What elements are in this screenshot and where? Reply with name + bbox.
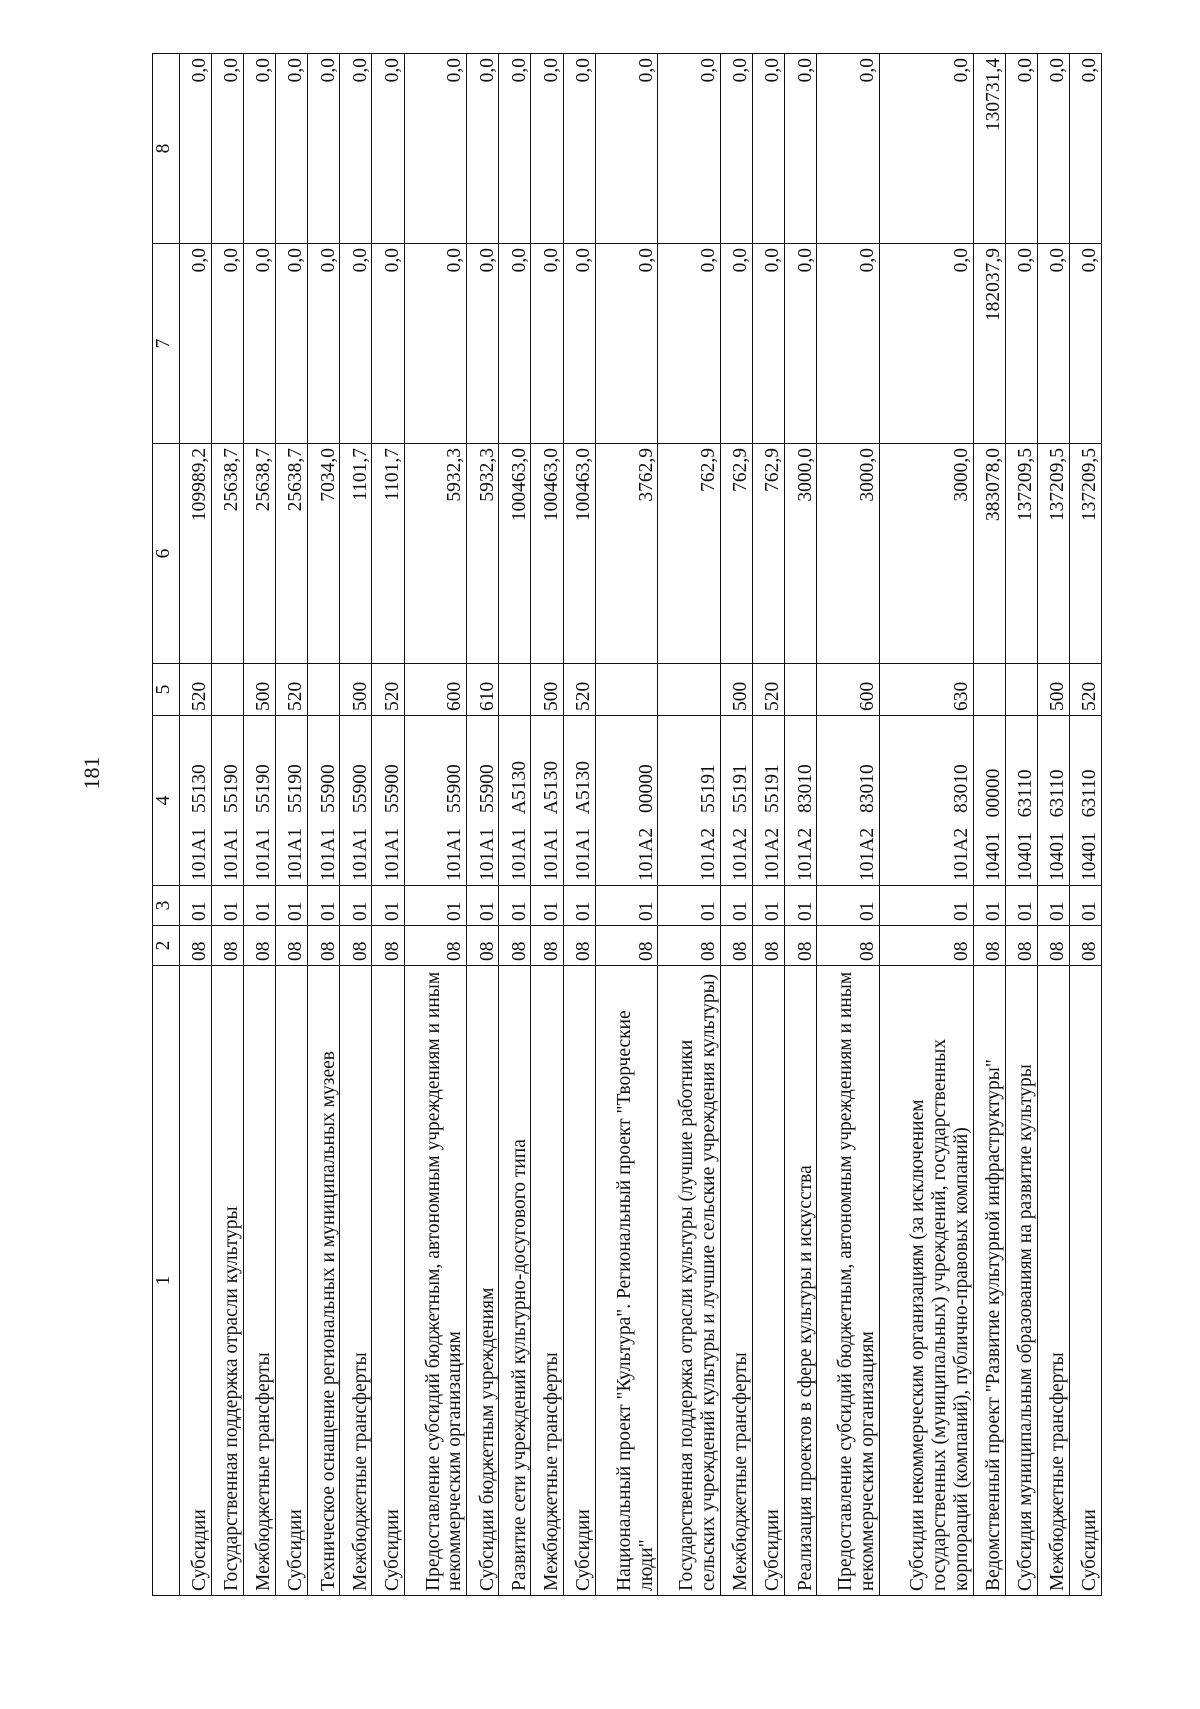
row-name: Национальный проект "Культура". Региональный проект "Творческие люди"	[595, 966, 658, 1596]
table-row	[595, 54, 658, 1596]
expense-type-code: 500	[1037, 664, 1069, 716]
table-row	[1005, 54, 1037, 1596]
row-name: Субсидии некоммерческим организациям (за исключением государственных (муниципальных) учреждений, государственных корпораций (компаний), публично-правовых компаний)	[880, 966, 973, 1596]
col-header-8: 8	[153, 54, 180, 244]
table-row	[467, 54, 499, 1596]
table-row	[658, 54, 721, 1596]
amount-col-8: 0,0	[658, 54, 721, 244]
amount-col-6: 137209,5	[1005, 444, 1037, 664]
target-article-code: 101A2 00000	[595, 716, 658, 886]
table-row	[721, 54, 753, 1596]
table-row	[1069, 54, 1101, 1596]
amount-col-8: 0,0	[563, 54, 595, 244]
section-code: 08	[467, 926, 499, 966]
amount-col-6: 3762,9	[595, 444, 658, 664]
row-name: Техническое оснащение региональных и муниципальных музеев	[308, 966, 340, 1596]
amount-col-8: 0,0	[817, 54, 880, 244]
expense-type-code: 600	[404, 664, 467, 716]
row-name: Межбюджетные трансферты	[244, 966, 276, 1596]
row-name: Субсидии	[372, 966, 404, 1596]
section-code: 08	[212, 926, 244, 966]
table-row	[180, 54, 212, 1596]
amount-col-7: 0,0	[721, 244, 753, 444]
page-number: 181	[79, 756, 104, 790]
subsection-code: 01	[372, 886, 404, 926]
amount-col-6: 383078,0	[973, 444, 1005, 664]
expense-type-code: 500	[721, 664, 753, 716]
col-header-4: 4	[153, 716, 180, 886]
amount-col-8: 0,0	[244, 54, 276, 244]
table-row	[404, 54, 467, 1596]
expense-type-code	[212, 664, 244, 716]
subsection-code: 01	[499, 886, 531, 926]
row-name: Межбюджетные трансферты	[340, 966, 372, 1596]
section-code: 08	[1005, 926, 1037, 966]
subsection-code: 01	[785, 886, 817, 926]
amount-col-8: 0,0	[1037, 54, 1069, 244]
subsection-code: 01	[276, 886, 308, 926]
expense-type-code	[1005, 664, 1037, 716]
target-article-code: 10401 63110	[1069, 716, 1101, 886]
expense-type-code: 520	[1069, 664, 1101, 716]
row-name: Субсидия муниципальным образованиям на развитие культуры	[1005, 966, 1037, 1596]
table-row	[308, 54, 340, 1596]
section-code: 08	[595, 926, 658, 966]
amount-col-6: 762,9	[721, 444, 753, 664]
target-article-code: 10401 63110	[1037, 716, 1069, 886]
amount-col-8: 0,0	[499, 54, 531, 244]
section-code: 08	[1037, 926, 1069, 966]
row-name: Предоставление субсидий бюджетным, автономным учреждениям и иным некоммерческим организациям	[817, 966, 880, 1596]
target-article-code: 101A1 55130	[180, 716, 212, 886]
expense-type-code: 500	[340, 664, 372, 716]
amount-col-8: 0,0	[308, 54, 340, 244]
table-row	[973, 54, 1005, 1596]
amount-col-8: 0,0	[595, 54, 658, 244]
amount-col-6: 137209,5	[1069, 444, 1101, 664]
section-code: 08	[308, 926, 340, 966]
subsection-code: 01	[595, 886, 658, 926]
section-code: 08	[785, 926, 817, 966]
amount-col-7: 0,0	[1069, 244, 1101, 444]
amount-col-7: 0,0	[880, 244, 973, 444]
amount-col-8: 0,0	[1005, 54, 1037, 244]
amount-col-6: 100463,0	[499, 444, 531, 664]
target-article-code: 101A1 55900	[308, 716, 340, 886]
table-row	[785, 54, 817, 1596]
subsection-code: 01	[973, 886, 1005, 926]
section-code: 08	[340, 926, 372, 966]
amount-col-6: 100463,0	[563, 444, 595, 664]
table-row	[880, 54, 973, 1596]
subsection-code: 01	[212, 886, 244, 926]
section-code: 08	[658, 926, 721, 966]
table-row	[531, 54, 563, 1596]
amount-col-8: 0,0	[372, 54, 404, 244]
expense-type-code: 520	[372, 664, 404, 716]
amount-col-8: 0,0	[531, 54, 563, 244]
table-row	[372, 54, 404, 1596]
amount-col-7: 0,0	[244, 244, 276, 444]
section-code: 08	[531, 926, 563, 966]
amount-col-7: 0,0	[212, 244, 244, 444]
amount-col-7: 0,0	[404, 244, 467, 444]
subsection-code: 01	[244, 886, 276, 926]
row-name: Субсидии бюджетным учреждениям	[467, 966, 499, 1596]
target-article-code: 101A1 A5130	[563, 716, 595, 886]
table-row	[276, 54, 308, 1596]
table-row	[753, 54, 785, 1596]
target-article-code: 101A1 55190	[244, 716, 276, 886]
target-article-code: 101A1 55900	[340, 716, 372, 886]
amount-col-8: 0,0	[212, 54, 244, 244]
amount-col-7: 0,0	[531, 244, 563, 444]
amount-col-8: 0,0	[880, 54, 973, 244]
target-article-code: 101A2 55191	[658, 716, 721, 886]
row-name: Предоставление субсидий бюджетным, автономным учреждениям и иным некоммерческим организациям	[404, 966, 467, 1596]
section-code: 08	[973, 926, 1005, 966]
col-header-7: 7	[153, 244, 180, 444]
target-article-code: 101A1 A5130	[531, 716, 563, 886]
amount-col-7: 0,0	[308, 244, 340, 444]
row-name: Реализация проектов в сфере культуры и искусства	[785, 966, 817, 1596]
amount-col-6: 3000,0	[817, 444, 880, 664]
target-article-code: 101A2 83010	[785, 716, 817, 886]
amount-col-7: 0,0	[817, 244, 880, 444]
expense-type-code: 520	[753, 664, 785, 716]
target-article-code: 101A1 55190	[276, 716, 308, 886]
subsection-code: 01	[1069, 886, 1101, 926]
section-code: 08	[753, 926, 785, 966]
row-name: Ведомственный проект "Развитие культурной инфраструктуры"	[973, 966, 1005, 1596]
expense-type-code	[308, 664, 340, 716]
table-header	[153, 54, 180, 1596]
expense-type-code: 610	[467, 664, 499, 716]
row-name: Государственная поддержка отрасли культуры	[212, 966, 244, 1596]
amount-col-8: 0,0	[404, 54, 467, 244]
target-article-code: 101A1 55900	[467, 716, 499, 886]
section-code: 08	[244, 926, 276, 966]
amount-col-7: 0,0	[180, 244, 212, 444]
table-row	[244, 54, 276, 1596]
amount-col-6: 25638,7	[212, 444, 244, 664]
amount-col-7: 0,0	[785, 244, 817, 444]
amount-col-8: 0,0	[276, 54, 308, 244]
col-header-5: 5	[153, 664, 180, 716]
row-name: Развитие сети учреждений культурно-досугового типа	[499, 966, 531, 1596]
target-article-code: 10401 63110	[1005, 716, 1037, 886]
row-name: Межбюджетные трансферты	[531, 966, 563, 1596]
col-header-3: 3	[153, 886, 180, 926]
row-name: Субсидии	[753, 966, 785, 1596]
expense-type-code	[785, 664, 817, 716]
amount-col-7: 0,0	[372, 244, 404, 444]
subsection-code: 01	[721, 886, 753, 926]
amount-col-6: 3000,0	[880, 444, 973, 664]
amount-col-8: 0,0	[753, 54, 785, 244]
row-name: Субсидии	[1069, 966, 1101, 1596]
amount-col-8: 0,0	[467, 54, 499, 244]
amount-col-6: 7034,0	[308, 444, 340, 664]
target-article-code: 101A2 55191	[721, 716, 753, 886]
amount-col-7: 0,0	[658, 244, 721, 444]
section-code: 08	[276, 926, 308, 966]
subsection-code: 01	[531, 886, 563, 926]
amount-col-8: 0,0	[180, 54, 212, 244]
subsection-code: 01	[180, 886, 212, 926]
amount-col-8: 0,0	[340, 54, 372, 244]
table-body	[180, 54, 1102, 1596]
amount-col-6: 137209,5	[1037, 444, 1069, 664]
amount-col-6: 5932,3	[404, 444, 467, 664]
expense-type-code	[658, 664, 721, 716]
amount-col-8: 0,0	[1069, 54, 1101, 244]
subsection-code: 01	[817, 886, 880, 926]
table-row	[563, 54, 595, 1596]
amount-col-7: 182037,9	[973, 244, 1005, 444]
row-name: Государственная поддержка отрасли культуры (лучшие работники сельских учреждений культуры и лучшие сельские учреждения культуры)	[658, 966, 721, 1596]
amount-col-6: 3000,0	[785, 444, 817, 664]
target-article-code: 101A2 83010	[817, 716, 880, 886]
section-code: 08	[404, 926, 467, 966]
target-article-code: 101A1 55900	[404, 716, 467, 886]
target-article-code: 101A1 55190	[212, 716, 244, 886]
row-name: Межбюджетные трансферты	[1037, 966, 1069, 1596]
budget-table	[152, 53, 1102, 1596]
expense-type-code: 520	[180, 664, 212, 716]
expense-type-code	[973, 664, 1005, 716]
target-article-code: 101A1 55900	[372, 716, 404, 886]
amount-col-7: 0,0	[1037, 244, 1069, 444]
table-row	[817, 54, 880, 1596]
amount-col-6: 25638,7	[276, 444, 308, 664]
expense-type-code: 600	[817, 664, 880, 716]
subsection-code: 01	[880, 886, 973, 926]
amount-col-7: 0,0	[467, 244, 499, 444]
target-article-code: 101A2 55191	[753, 716, 785, 886]
budget-table-wrapper	[152, 54, 1102, 1596]
amount-col-8: 0,0	[785, 54, 817, 244]
amount-col-6: 109989,2	[180, 444, 212, 664]
amount-col-7: 0,0	[753, 244, 785, 444]
section-code: 08	[499, 926, 531, 966]
amount-col-6: 100463,0	[531, 444, 563, 664]
amount-col-7: 0,0	[499, 244, 531, 444]
col-header-2: 2	[153, 926, 180, 966]
col-header-6: 6	[153, 444, 180, 664]
subsection-code: 01	[753, 886, 785, 926]
table-row	[1037, 54, 1069, 1596]
section-code: 08	[180, 926, 212, 966]
amount-col-6: 25638,7	[244, 444, 276, 664]
subsection-code: 01	[308, 886, 340, 926]
subsection-code: 01	[658, 886, 721, 926]
expense-type-code: 520	[563, 664, 595, 716]
amount-col-7: 0,0	[595, 244, 658, 444]
subsection-code: 01	[1005, 886, 1037, 926]
expense-type-code: 630	[880, 664, 973, 716]
table-row	[340, 54, 372, 1596]
amount-col-6: 762,9	[658, 444, 721, 664]
section-code: 08	[372, 926, 404, 966]
row-name: Субсидии	[276, 966, 308, 1596]
table-row	[212, 54, 244, 1596]
section-code: 08	[1069, 926, 1101, 966]
amount-col-8: 0,0	[721, 54, 753, 244]
subsection-code: 01	[467, 886, 499, 926]
target-article-code: 101A2 83010	[880, 716, 973, 886]
section-code: 08	[817, 926, 880, 966]
target-article-code: 10401 00000	[973, 716, 1005, 886]
amount-col-8: 130731,4	[973, 54, 1005, 244]
row-name: Субсидии	[180, 966, 212, 1596]
subsection-code: 01	[340, 886, 372, 926]
amount-col-7: 0,0	[276, 244, 308, 444]
expense-type-code: 500	[531, 664, 563, 716]
table-row	[499, 54, 531, 1596]
amount-col-7: 0,0	[340, 244, 372, 444]
expense-type-code: 520	[276, 664, 308, 716]
amount-col-7: 0,0	[563, 244, 595, 444]
target-article-code: 101A1 A5130	[499, 716, 531, 886]
amount-col-6: 762,9	[753, 444, 785, 664]
subsection-code: 01	[1037, 886, 1069, 926]
expense-type-code: 500	[244, 664, 276, 716]
subsection-code: 01	[563, 886, 595, 926]
row-name: Межбюджетные трансферты	[721, 966, 753, 1596]
amount-col-7: 0,0	[1005, 244, 1037, 444]
section-code: 08	[880, 926, 973, 966]
section-code: 08	[721, 926, 753, 966]
expense-type-code	[499, 664, 531, 716]
amount-col-6: 1101,7	[340, 444, 372, 664]
amount-col-6: 5932,3	[467, 444, 499, 664]
amount-col-6: 1101,7	[372, 444, 404, 664]
section-code: 08	[563, 926, 595, 966]
subsection-code: 01	[404, 886, 467, 926]
expense-type-code	[595, 664, 658, 716]
row-name: Субсидии	[563, 966, 595, 1596]
col-header-1: 1	[153, 966, 180, 1596]
